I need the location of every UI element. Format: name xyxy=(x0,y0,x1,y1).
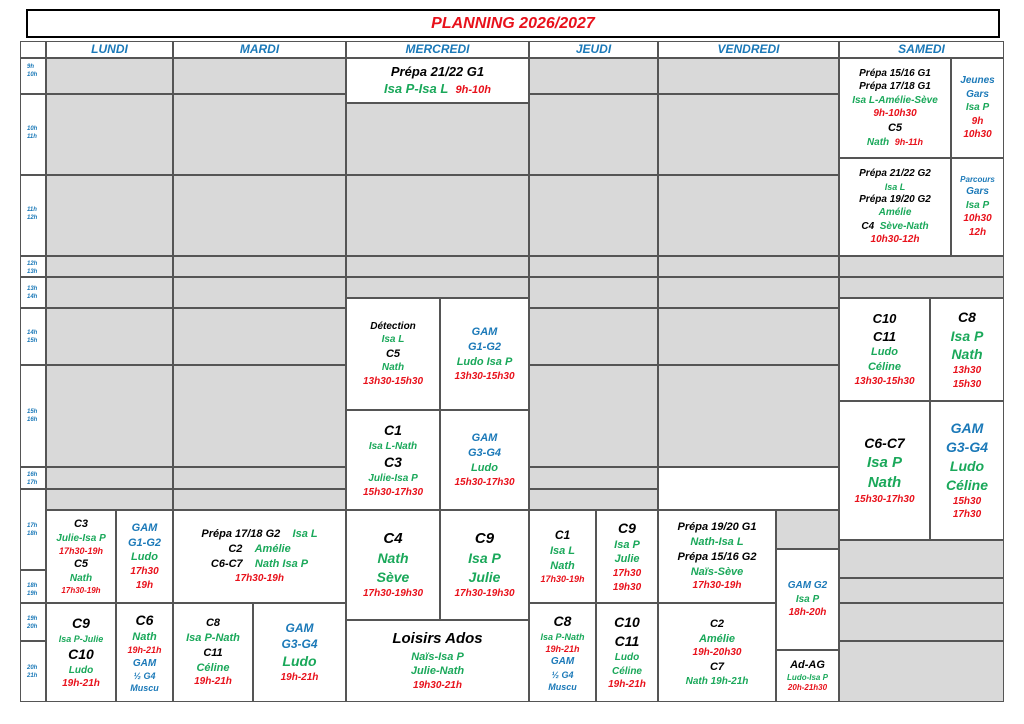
time-slot: 13h 14h xyxy=(20,277,46,308)
time-slot: 15h 16h xyxy=(20,365,46,467)
session-jeu-c1: C1 Isa L Nath 17h30-19h xyxy=(529,510,596,603)
empty-slot xyxy=(46,365,173,467)
empty-slot xyxy=(658,277,839,308)
empty-slot xyxy=(839,603,1004,641)
day-vendredi: VENDREDI xyxy=(658,41,839,58)
empty-slot xyxy=(776,510,839,549)
session-sam-gam-g3g4: GAM G3-G4 Ludo Céline 15h30 17h30 xyxy=(930,401,1004,540)
empty-slot xyxy=(46,256,173,277)
time-slot: 10h 11h xyxy=(20,94,46,175)
empty-slot xyxy=(346,175,529,256)
session-ven-ad-ag: Ad-AG Ludo-Isa P 20h-21h30 xyxy=(776,650,839,702)
empty-slot xyxy=(658,94,839,175)
empty-slot xyxy=(173,94,346,175)
session-sam-c8: C8 Isa P Nath 13h30 15h30 xyxy=(930,298,1004,401)
time-slot: 17h 18h xyxy=(20,489,46,570)
day-mercredi: MERCREDI xyxy=(346,41,529,58)
day-lundi: LUNDI xyxy=(46,41,173,58)
session-jeu-c8: C8 Isa P-Nath 19h-21h GAM ½ G4 Muscu xyxy=(529,603,596,702)
session-ven-c2-c7: C2 Amélie 19h-20h30 C7 Nath 19h-21h xyxy=(658,603,776,702)
time-slot: 14h 15h xyxy=(20,308,46,365)
session-sam-prepa-g1: Prépa 15/16 G1 Prépa 17/18 G1 Isa L-Amélie-Sève 9h-10h30 C5 Nath 9h-11h xyxy=(839,58,951,158)
empty-slot xyxy=(346,256,529,277)
page-title: PLANNING 2026/2027 xyxy=(26,9,1000,38)
session-merc-c9: C9 Isa P Julie 17h30-19h30 xyxy=(440,510,529,620)
session-mar-gam-g3g4: GAM G3-G4 Ludo 19h-21h xyxy=(253,603,346,702)
empty-slot xyxy=(529,277,658,308)
day-jeudi: JEUDI xyxy=(529,41,658,58)
session-mar-prepa: Prépa 17/18 G2 Isa L C2 Amélie C6-C7 Nath Isa P 17h30-19h xyxy=(173,510,346,603)
empty-slot xyxy=(46,58,173,94)
empty-slot xyxy=(529,58,658,94)
empty-slot xyxy=(839,578,1004,603)
session-lun-c6: C6 Nath 19h-21h GAM ½ G4 Muscu xyxy=(116,603,173,702)
empty-slot xyxy=(46,94,173,175)
empty-slot xyxy=(173,308,346,365)
time-slot: 16h 17h xyxy=(20,467,46,489)
empty-slot xyxy=(529,175,658,256)
session-jeu-c9: C9 Isa P Julie 17h30 19h30 xyxy=(596,510,658,603)
empty-slot xyxy=(658,467,839,510)
empty-slot xyxy=(173,58,346,94)
empty-slot xyxy=(346,103,529,175)
session-lun-c3-c5: C3 Julie-Isa P 17h30-19h C5 Nath 17h30-19h xyxy=(46,510,116,603)
session-sam-c10-c11: C10 C11 Ludo Céline 13h30-15h30 xyxy=(839,298,930,401)
empty-slot xyxy=(46,277,173,308)
session-lun-c9-c10: C9 Isa P-Julie C10 Ludo 19h-21h xyxy=(46,603,116,702)
empty-slot xyxy=(839,277,1004,298)
session-sam-parcours: Parcours Gars Isa P 10h30 12h xyxy=(951,158,1004,256)
session-merc-gam-g3g4: GAM G3-G4 Ludo 15h30-17h30 xyxy=(440,410,529,510)
corner-cell xyxy=(20,41,46,58)
empty-slot xyxy=(658,365,839,467)
empty-slot xyxy=(529,308,658,365)
empty-slot xyxy=(529,94,658,175)
empty-slot xyxy=(839,641,1004,702)
empty-slot xyxy=(658,256,839,277)
empty-slot xyxy=(173,175,346,256)
empty-slot xyxy=(839,256,1004,277)
session-sam-prepa-g2: Prépa 21/22 G2 Isa L Prépa 19/20 G2 Amélie C4 Sève-Nath 10h30-12h xyxy=(839,158,951,256)
session-merc-detection: Détection Isa L C5 Nath 13h30-15h30 xyxy=(346,298,440,410)
session-merc-c1-c3: C1 Isa L-Nath C3 Julie-Isa P 15h30-17h30 xyxy=(346,410,440,510)
session-merc-gam-g1g2: GAM G1-G2 Ludo Isa P 13h30-15h30 xyxy=(440,298,529,410)
empty-slot xyxy=(529,489,658,510)
session-ven-gam-g2: GAM G2 Isa P 18h-20h xyxy=(776,549,839,650)
time-slot: 20h 21h xyxy=(20,641,46,702)
empty-slot xyxy=(658,58,839,94)
empty-slot xyxy=(529,467,658,489)
time-slot: 11h 12h xyxy=(20,175,46,256)
empty-slot xyxy=(46,489,173,510)
empty-slot xyxy=(46,467,173,489)
empty-slot xyxy=(529,256,658,277)
empty-slot xyxy=(173,489,346,510)
time-slot: 9h 10h xyxy=(20,58,46,94)
day-mardi: MARDI xyxy=(173,41,346,58)
empty-slot xyxy=(173,256,346,277)
session-sam-c6-c7: C6-C7 Isa P Nath 15h30-17h30 xyxy=(839,401,930,540)
session-jeu-c10-c11: C10 C11 Ludo Céline 19h-21h xyxy=(596,603,658,702)
session-merc-prepa: Prépa 21/22 G1 Isa P-Isa L 9h-10h xyxy=(346,58,529,103)
time-slot: 12h 13h xyxy=(20,256,46,277)
empty-slot xyxy=(173,467,346,489)
session-merc-c4: C4 Nath Sève 17h30-19h30 xyxy=(346,510,440,620)
empty-slot xyxy=(529,365,658,467)
empty-slot xyxy=(173,277,346,308)
session-ven-prepa: Prépa 19/20 G1 Nath-Isa L Prépa 15/16 G2 Naïs-Sève 17h30-19h xyxy=(658,510,776,603)
empty-slot xyxy=(173,365,346,467)
time-slot: 18h 19h xyxy=(20,570,46,603)
empty-slot xyxy=(658,308,839,365)
empty-slot xyxy=(46,175,173,256)
time-slot: 19h 20h xyxy=(20,603,46,641)
session-mar-c8-c11: C8 Isa P-Nath C11 Céline 19h-21h xyxy=(173,603,253,702)
empty-slot xyxy=(839,540,1004,578)
empty-slot xyxy=(346,277,529,298)
empty-slot xyxy=(658,175,839,256)
session-sam-jeunes: Jeunes Gars Isa P 9h 10h30 xyxy=(951,58,1004,158)
session-lun-gam-g1g2: GAM G1-G2 Ludo 17h30 19h xyxy=(116,510,173,603)
session-merc-loisirs-ados: Loisirs Ados Naïs-Isa P Julie-Nath 19h30-21h xyxy=(346,620,529,702)
empty-slot xyxy=(46,308,173,365)
day-samedi: SAMEDI xyxy=(839,41,1004,58)
